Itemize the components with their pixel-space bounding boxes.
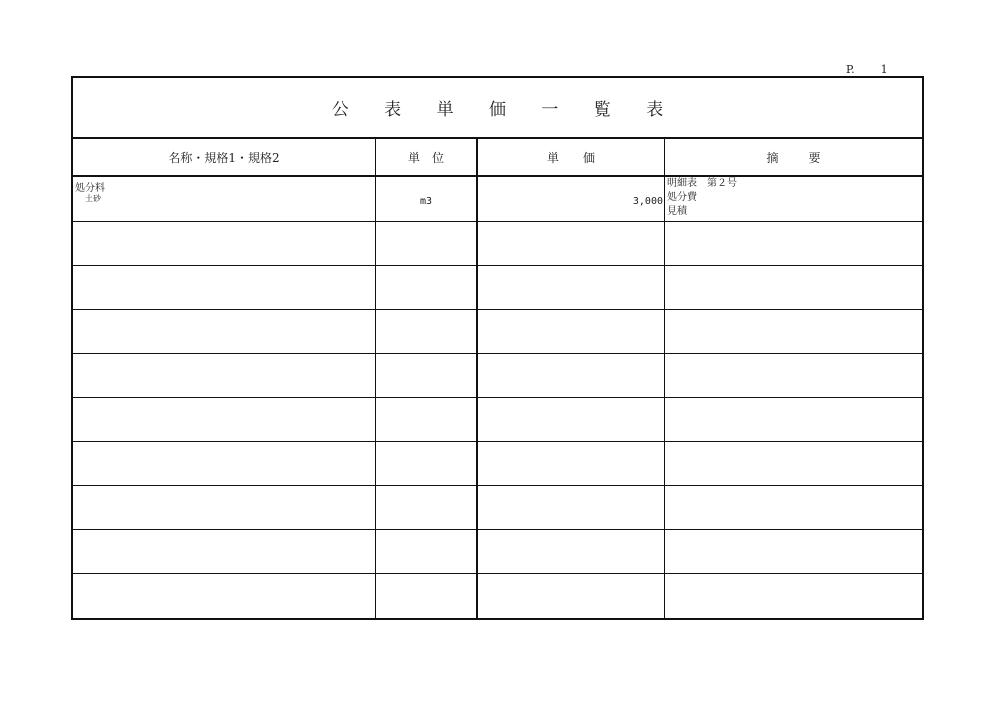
table-row bbox=[73, 574, 922, 618]
unit-cell: m3 bbox=[376, 176, 478, 222]
table-row bbox=[73, 310, 922, 354]
page-label: P. bbox=[846, 63, 855, 76]
header-price: 単価 bbox=[477, 139, 665, 176]
table-row bbox=[73, 530, 922, 574]
page-number-value: 1 bbox=[880, 63, 888, 76]
price-cell: 3,000 bbox=[477, 176, 665, 222]
table-row bbox=[73, 398, 922, 442]
table-row bbox=[73, 266, 922, 310]
item-spec: 土砂 bbox=[85, 194, 101, 203]
remarks-line: 見積 bbox=[667, 206, 687, 217]
header-row bbox=[73, 139, 922, 176]
title-row bbox=[73, 78, 922, 139]
header-remarks: 摘要 bbox=[665, 139, 923, 176]
page-title: 公 表 単 価 一 覧 表 bbox=[331, 100, 679, 120]
table-row bbox=[73, 442, 922, 486]
table-row bbox=[73, 486, 922, 530]
page-number bbox=[846, 63, 888, 76]
remarks-line: 明細表 第２号 bbox=[667, 178, 737, 189]
header-name: 名称・規格1・規格2 bbox=[73, 139, 376, 176]
item-name: 処分料 bbox=[75, 183, 105, 194]
table-row bbox=[73, 176, 922, 222]
table-row bbox=[73, 354, 922, 398]
header-unit: 単位 bbox=[376, 139, 478, 176]
remarks-line: 処分費 bbox=[667, 192, 697, 203]
name-cell bbox=[73, 176, 376, 222]
unit-price-sheet bbox=[71, 76, 924, 620]
table-row bbox=[73, 222, 922, 266]
price-table bbox=[73, 139, 922, 618]
remarks-cell bbox=[665, 176, 923, 222]
